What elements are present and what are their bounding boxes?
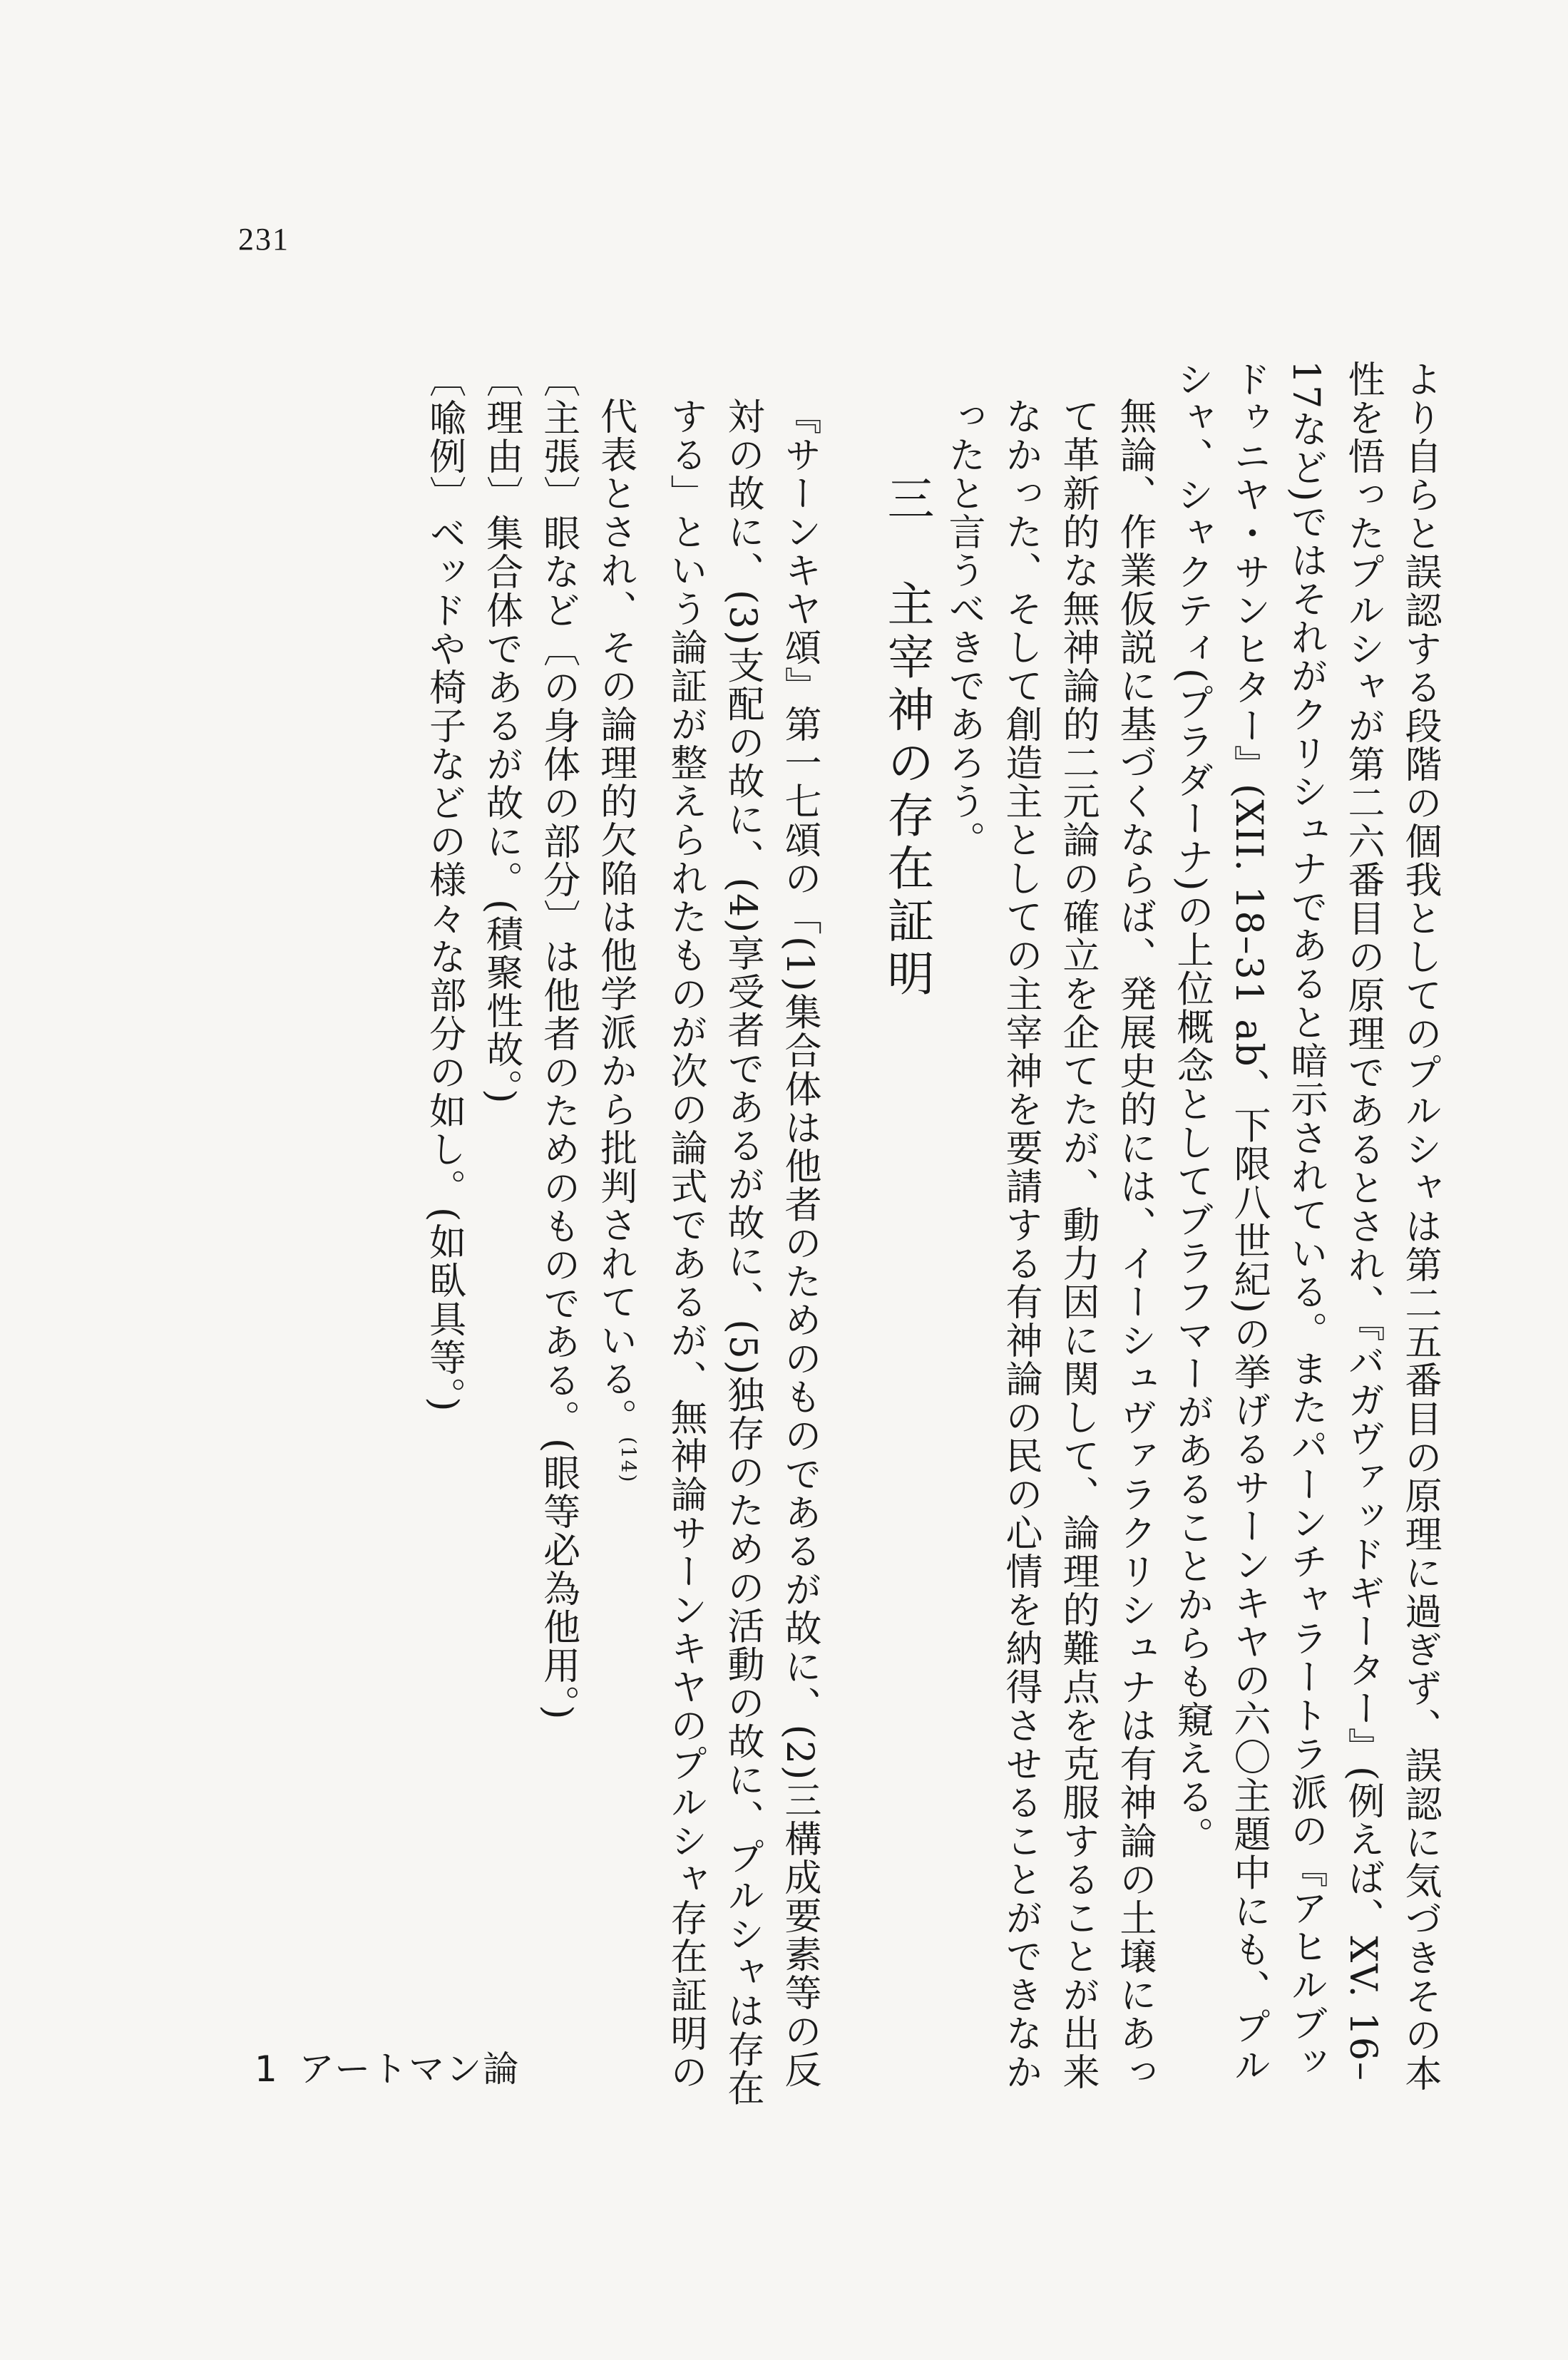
chapter-number: 1 [255, 2048, 279, 2090]
syllogism-text: 集合体であるが故に。(積聚性故。) [479, 514, 523, 1105]
syllogism-tag: 〔喩例〕 [422, 360, 466, 514]
paragraph-section-1-text: 『サーンキヤ頌』第一七頌の「(1)集合体は他者のためのものであるが故に、(2)三構成要素等の反対の故に、(3)支配の故に、(4)享受者であるが故に、(5)独存のための活動の故に、プルシャは存在する」という論証が整えられたものが次の論式であるが、無神論サーンキヤのプルシャ存在証明の代表とされ、その論理的欠陥は他学派から批判されている。 [593, 397, 821, 2108]
syllogism-thesis [530, 360, 587, 2114]
syllogism-text: 眼など〔の身体の部分〕は他者のためのものである。(眼等必為他用。) [536, 514, 580, 1721]
paragraph-section-1 [587, 360, 828, 2114]
syllogism-tag: 〔理由〕 [479, 360, 523, 514]
syllogism-text: ベッドや椅子などの様々な部分の如し。(如臥具等。) [422, 514, 466, 1413]
page-number: 231 [238, 222, 289, 257]
syllogism-reason [473, 360, 530, 2114]
paragraph-prev-1: より自らと誤認する段階の個我としてのプルシャは第二五番目の原理に過ぎず、誤認に気づきその本性を悟ったプルシャが第二六番目の原理であるとされ、『バガヴァッドギーター』(例えば、XV. 16–17など)ではそれがクリシュナであると暗示されている。またパーンチャラートラ派の『アヒルブッドゥニヤ・サンヒター』(XII. 18–31 ab、下限八世紀)の挙げるサーンキヤの六〇主題中にも、プルシャ、シャクティ(プラダーナ)の上位概念としてブラフマーがあることからも窺える。 [1170, 360, 1441, 2093]
footnote-ref: (14) [617, 1437, 640, 1484]
paragraph-prev-2: 無論、作業仮説に基づくならば、発展史的には、イーシュヴァラクリシュナは有神論の土壌にあって革新的な無神論的二元論の確立を企てたが、動力因に関して、論理的難点を克服することが出来なかった、そして創造主としての主宰神を要請する有神論の民の心情を納得させることができなかったと言うべきであろう。 [942, 397, 1156, 2091]
section-heading: 三 主宰神の存在証明 [879, 474, 934, 1002]
vertical-text-body [416, 360, 1448, 2114]
running-footer [255, 2041, 520, 2092]
chapter-title: アートマン論 [298, 2048, 521, 2090]
syllogism-tag: 〔主張〕 [536, 360, 580, 514]
syllogism-example [416, 360, 473, 2114]
